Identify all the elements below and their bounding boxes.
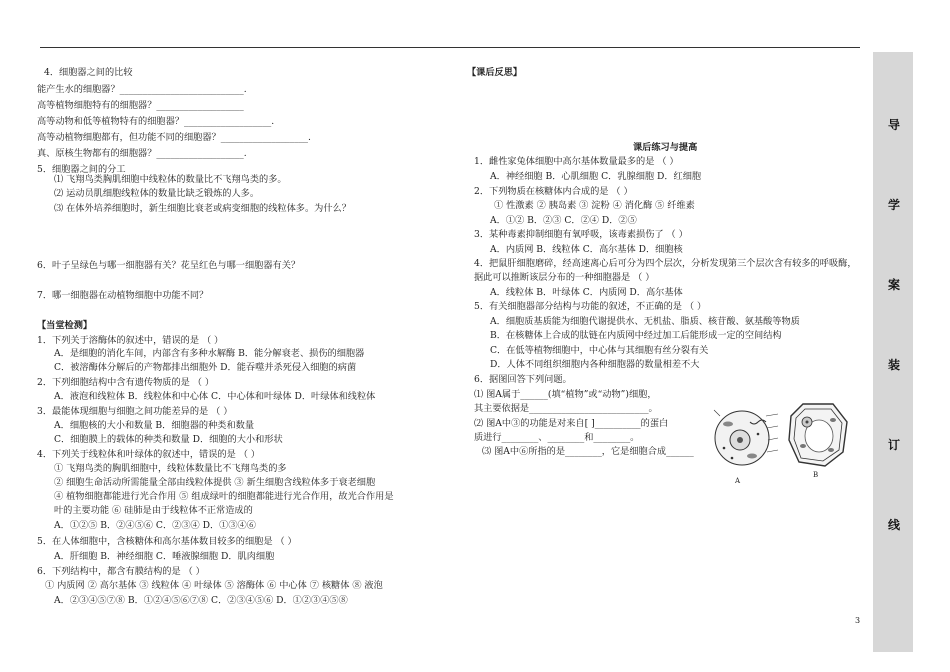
text-line: 4．细胞器之间的比较 bbox=[44, 67, 133, 78]
question: 3．最能体现细胞与细胞之间功能差异的是 （ ） bbox=[37, 406, 233, 417]
statement-line: ① 飞翔鸟类的胸肌细胞中，线粒体数量比不飞翔鸟类的多 bbox=[54, 463, 287, 474]
animal-cell-diagram bbox=[712, 404, 782, 476]
question: ⑶ 图A中⑥所指的是________，它是细胞合成______ bbox=[482, 446, 694, 457]
option-line: A．肝细胞 B．神经细胞 C．唾液腺细胞 D．肌肉细胞 bbox=[54, 551, 275, 562]
option-line: D．人体不同组织细胞内各种细胞器的数量相差不大 bbox=[490, 359, 700, 370]
section-heading: 【当堂检测】 bbox=[37, 320, 93, 331]
text-line: 高等动物和低等植物特有的细胞器？___________________. bbox=[37, 116, 275, 127]
question: 1．雌性家兔体细胞中高尔基体数量最多的是 （ ） bbox=[474, 156, 679, 167]
binding-char: 订 bbox=[888, 438, 901, 452]
question: 5．在人体细胞中，含核糖体和高尔基体数目较多的细胞是 （ ） bbox=[37, 536, 297, 547]
option-line: C．在低等植物细胞中，中心体与其细胞有丝分裂有关 bbox=[490, 345, 709, 356]
option-line: A．神经细胞 B．心肌细胞 C．乳腺细胞 D．红细胞 bbox=[490, 171, 702, 182]
text-line: ⑶ 在体外培养细胞时，新生细胞比衰老或病变细胞的线粒体多。为什么？ bbox=[54, 203, 351, 214]
text-line: 5．细胞器之间的分工 bbox=[37, 164, 126, 175]
text-line: 7．哪一细胞器在动植物细胞中功能不同？ bbox=[37, 290, 209, 301]
option-line: A．细胞核的大小和数量 B．细胞器的种类和数量 bbox=[54, 420, 255, 431]
statement-line: ① 性激素 ② 胰岛素 ③ 淀粉 ④ 消化酶 ⑤ 纤维素 bbox=[494, 200, 695, 211]
section-title: 课后练习与提高 bbox=[633, 142, 698, 153]
question: 3．某种毒素抑制细胞有氧呼吸，该毒素损伤了 （ ） bbox=[474, 229, 688, 240]
statement-line: 叶的主要功能 ⑥ 硅肺是由于线粒体不正常造成的 bbox=[54, 505, 253, 516]
text-line: ⑴ 飞翔鸟类胸肌细胞中线粒体的数量比不飞翔鸟类的多。 bbox=[54, 174, 287, 185]
text-line: 真、原核生物都有的细胞器？___________________. bbox=[37, 148, 247, 159]
option-line: B．在核糖体上合成的肽链在内质网中经过加工后能形成一定的空间结构 bbox=[490, 330, 782, 341]
text-line: 能产生水的细胞器？___________________________. bbox=[37, 84, 247, 95]
diagram-b-label: B bbox=[813, 471, 819, 479]
question: 6．下列结构中，都含有膜结构的是 （ ） bbox=[37, 566, 205, 577]
statement-line: ② 细胞生命活动所需能量全部由线粒体提供 ③ 新生细胞含线粒体多于衰老细胞 bbox=[54, 477, 376, 488]
question: 4．把鼠肝细胞磨碎，经高速离心后可分为四个层次，分析发现第三个层次含有较多的呼吸酶， bbox=[474, 258, 857, 269]
question: 1．下列关于溶酶体的叙述中，错误的是 （ ） bbox=[37, 335, 224, 346]
page-number: 3 bbox=[855, 616, 861, 625]
question: 质进行________、________和________。 bbox=[474, 432, 640, 443]
option-line: C．细胞膜上的载体的种类和数量 D．细胞的大小和形状 bbox=[54, 434, 283, 445]
binding-strip bbox=[873, 52, 913, 652]
text-line: ⑵ 运动员肌细胞线粒体的数量比缺乏锻炼的人多。 bbox=[54, 188, 260, 199]
question: 2．下列细胞结构中含有遗传物质的是 （ ） bbox=[37, 377, 215, 388]
binding-char: 导 bbox=[888, 118, 901, 132]
statement-line: ① 内质网 ② 高尔基体 ③ 线粒体 ④ 叶绿体 ⑤ 溶酶体 ⑥ 中心体 ⑦ 核糖体 ⑧ 液泡 bbox=[45, 580, 383, 591]
option-line: A．内质网 B．线粒体 C．高尔基体 D．细胞核 bbox=[490, 244, 683, 255]
question: ⑵ 图A中③的功能是对来自[ ]__________的蛋白 bbox=[474, 418, 669, 429]
question: 其主要依据是__________________________。 bbox=[474, 403, 658, 414]
question: ⑴ 图A属于______(填“植物”或“动物”)细胞， bbox=[474, 389, 657, 400]
diagram-a-label: A bbox=[735, 477, 741, 485]
plant-cell-diagram bbox=[785, 400, 851, 470]
statement-line: ④ 植物细胞都能进行光合作用 ⑤ 组成绿叶的细胞都能进行光合作用，故光合作用是 bbox=[54, 491, 394, 502]
option-line: A．细胞质基质能为细胞代谢提供水、无机盐、脂质、核苷酸、氨基酸等物质 bbox=[490, 316, 800, 327]
question: 据此可以推断该层分布的一种细胞器是 （ ） bbox=[474, 272, 655, 283]
binding-char: 线 bbox=[888, 518, 901, 532]
option-line: A．①② B．②③ C．②④ D．②⑤ bbox=[490, 215, 637, 226]
option-line: A．液泡和线粒体 B．线粒体和中心体 C．中心体和叶绿体 D．叶绿体和线粒体 bbox=[54, 391, 376, 402]
question: 6．据图回答下列问题。 bbox=[474, 374, 572, 385]
option-line: C．被溶酶体分解后的产物都排出细胞外 D．能吞噬并杀死侵入细胞的病菌 bbox=[54, 362, 357, 373]
text-line: 6．叶子呈绿色与哪一细胞器有关？花呈红色与哪一细胞器有关？ bbox=[37, 260, 301, 271]
question: 5．有关细胞器部分结构与功能的叙述，不正确的是 （ ） bbox=[474, 301, 707, 312]
text-line: 高等动植物细胞都有，但功能不同的细胞器？___________________. bbox=[37, 132, 311, 143]
question: 4．下列关于线粒体和叶绿体的叙述中，错误的是 （ ） bbox=[37, 449, 260, 460]
binding-char: 学 bbox=[888, 198, 901, 212]
option-line: A．是细胞的消化车间，内部含有多种水解酶 B．能分解衰老、损伤的细胞器 bbox=[54, 348, 365, 359]
text-line: 高等植物细胞特有的细胞器？___________________ bbox=[37, 100, 244, 111]
option-line: A．②③④⑤⑦⑧ B．①②④⑤⑥⑦⑧ C．②③④⑤⑥ D．①②③④⑤⑧ bbox=[54, 595, 348, 606]
binding-char: 案 bbox=[888, 278, 901, 292]
section-heading: 【课后反思】 bbox=[467, 67, 523, 78]
top-rule bbox=[40, 47, 860, 48]
question: 2．下列物质在核糖体内合成的是 （ ） bbox=[474, 186, 633, 197]
option-line: A．线粒体 B．叶绿体 C．内质网 D．高尔基体 bbox=[490, 287, 683, 298]
binding-char: 装 bbox=[888, 358, 901, 372]
option-line: A．①②⑤ B．②④⑤⑥ C．②③④ D．①③④⑥ bbox=[54, 520, 256, 531]
